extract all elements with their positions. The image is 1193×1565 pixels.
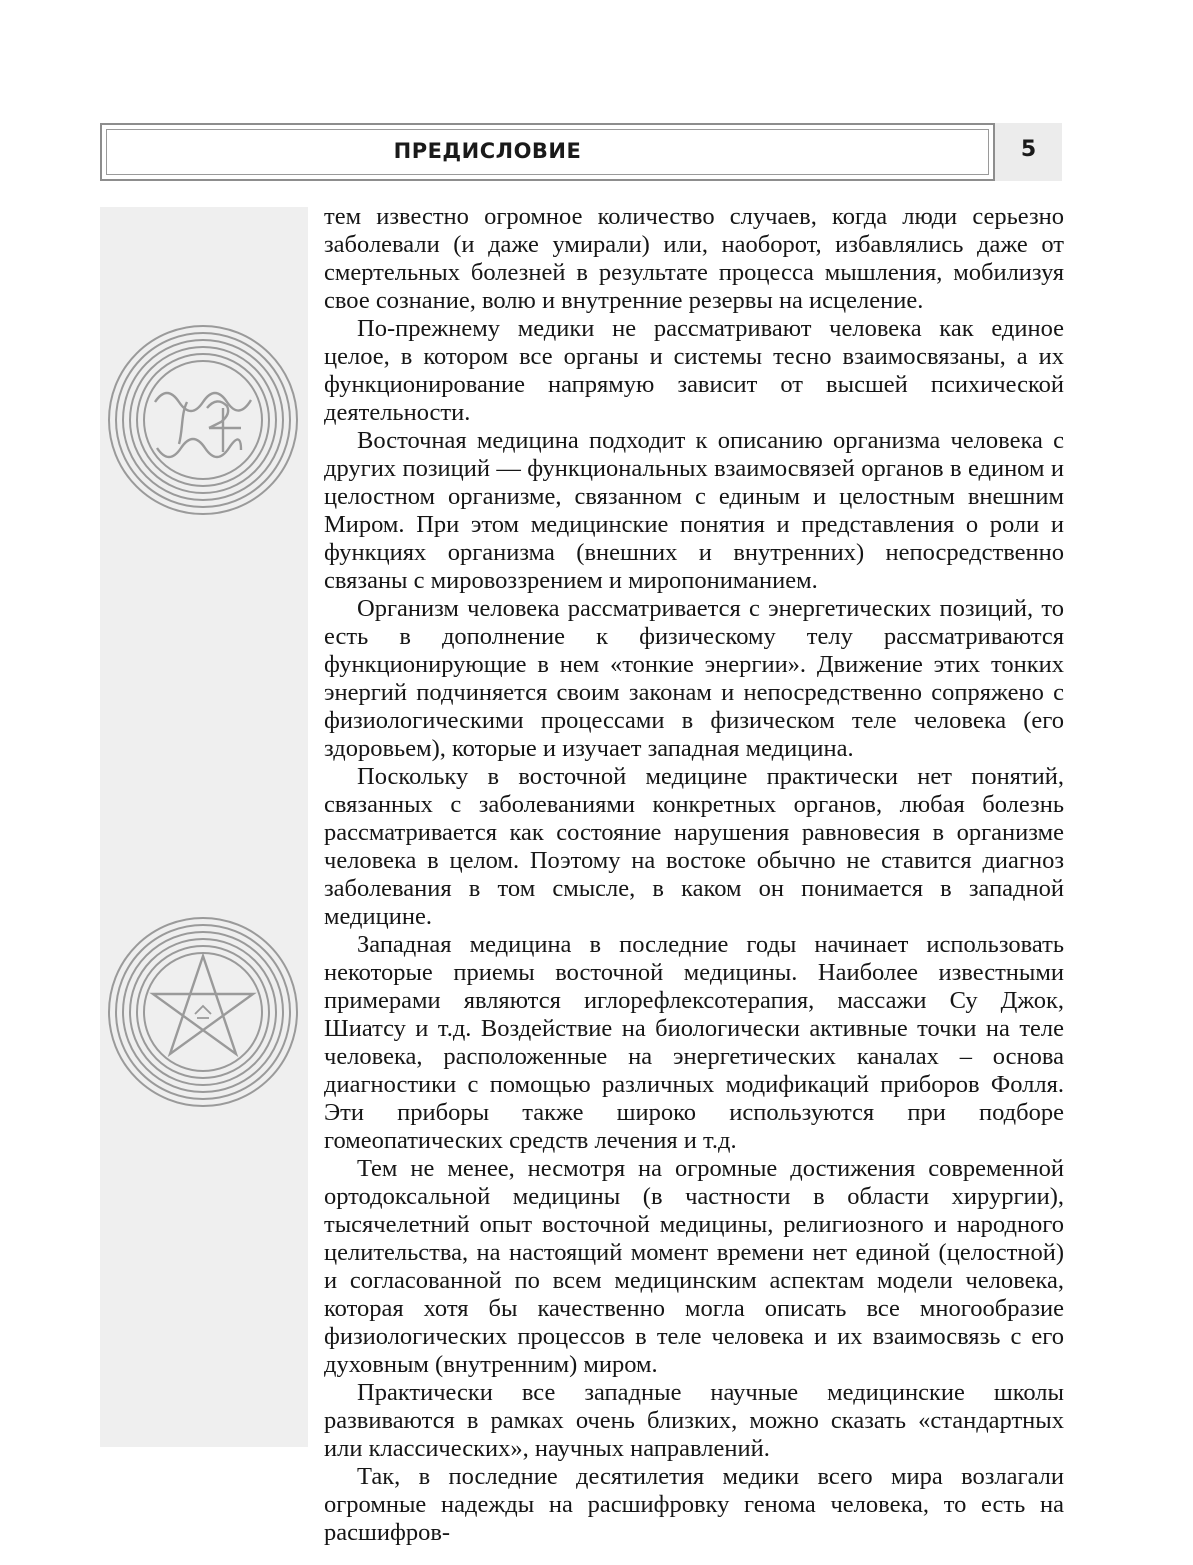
body-text bbox=[324, 203, 1064, 1547]
paragraph: Западная медицина в последние годы начинает использовать некоторые приемы восточной медицины. Наиболее известными примерами являются иглорефлексотерапия, массажи Су Джок, Шиатсу и т.д. Воздействие на биологически активные точки на теле человека, расположенные на энергетических каналах – основа диагностики с помощью различных модификаций приборов Фолля. Эти приборы также широко используются при подборе гомеопатических средств лечения и т.д. bbox=[324, 931, 1064, 1154]
paragraph: По-прежнему медики не рассматривают человека как единое целое, в котором все органы и системы тесно взаимосвязаны, а их функционирование напрямую зависит от высшей психической деятельности. bbox=[324, 315, 1064, 426]
paragraph: Практически все западные научные медицинские школы развиваются в рамках очень близких, можно сказать «стандартных или классических», научных направлений. bbox=[324, 1379, 1064, 1462]
paragraph: Поскольку в восточной медицине практически нет понятий, связанных с заболеваниями конкретных органов, любая болезнь рассматривается как состояние нарушения равновесия в организме человека в целом. Поэтому на востоке обычно не ставится диагноз заболевания в том смысле, в каком он понимается в западной медицине. bbox=[324, 763, 1064, 930]
pentagram-emblem-icon bbox=[105, 914, 301, 1110]
paragraph: Так, в последние десятилетия медики всего мира возлагали огромные надежды на расшифровку генома человека, то есть на расшифров- bbox=[324, 1463, 1064, 1546]
paragraph: Организм человека рассматривается с энергетических позиций, то есть в дополнение к физическому телу рассматриваются функционирующие в нем «тонкие энергии». Движение этих тонких энергий подчиняется своим законам и непосредственно сопряжено с физиологическими процессами в физическом теле человека (его здоровьем), которые и изучает западная медицина. bbox=[324, 595, 1064, 762]
paragraph: Тем не менее, несмотря на огромные достижения современной ортодоксальной медицины (в частности в области хирургии), тысячелетний опыт восточной медицины, религиозного и народного целительства, на настоящий момент времени нет единой (целостной) и согласованной по всем медицинским аспектам модели человека, которая хотя бы качественно могла описать все многообразие физиологических процессов в теле человека и их взаимосвязь с его духовным (внутренним) миром. bbox=[324, 1155, 1064, 1378]
paragraph: Восточная медицина подходит к описанию организма человека с других позиций — функциональных взаимосвязей органов в едином и целостном организме, связанном с единым и целостным внешним Миром. При этом медицинские понятия и представления о роли и функциях организма (внешних и внутренних) непосредственно связаны с мировоззрением и миропониманием. bbox=[324, 427, 1064, 594]
jupiter-wave-emblem-icon bbox=[105, 322, 301, 518]
paragraph: тем известно огромное количество случаев, когда люди серьезно заболевали (и даже умирали) или, наоборот, избавлялись даже от смертельных болезней в результате процесса мышления, мобилизуя свое сознание, волю и внутренние резервы на исцеление. bbox=[324, 203, 1064, 314]
page-title: ПРЕДИСЛОВИЕ bbox=[393, 139, 582, 163]
page-number: 5 bbox=[1020, 137, 1037, 162]
